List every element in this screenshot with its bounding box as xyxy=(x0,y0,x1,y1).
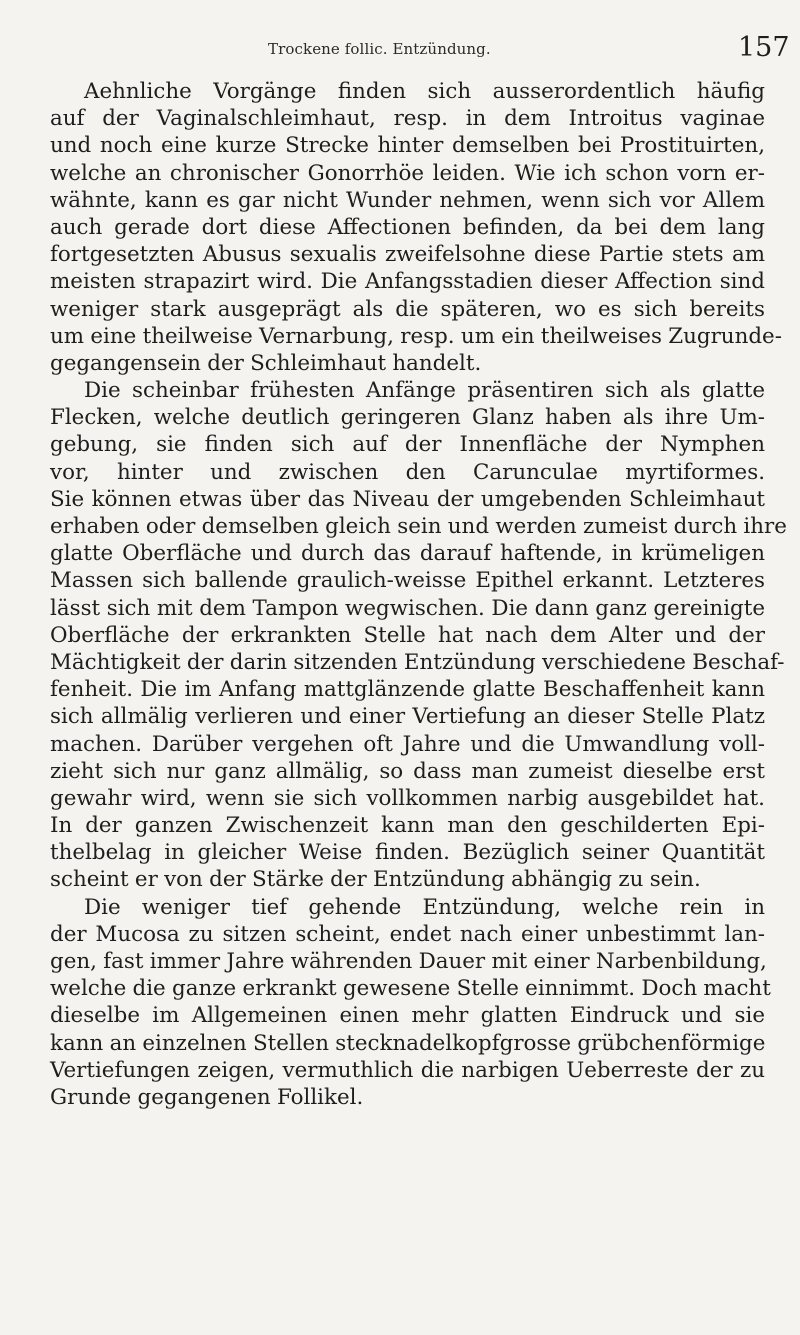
text-line: glatte Oberfläche und durch das darauf haftende, in krümeligen xyxy=(50,541,765,567)
text-line: Die weniger tief gehende Entzündung, welche rein in xyxy=(84,894,765,920)
text-line: Aehnliche Vorgänge finden sich ausserordentlich häufig xyxy=(84,79,765,104)
text-line: zieht sich nur ganz allmälig, so dass man zumeist dieselbe erst xyxy=(50,758,765,784)
text-line: In der ganzen Zwischenzeit kann man den geschilderten Epi- xyxy=(50,813,765,839)
text-line: Grunde gegangenen Follikel. xyxy=(50,1084,364,1110)
text-line: scheint er von der Stärke der Entzündung abhängig zu sein. xyxy=(50,867,701,893)
text-line: Mächtigkeit der darin sitzenden Entzündung verschiedene Beschaf- xyxy=(50,649,785,675)
text-line: um eine theilweise Vernarbung, resp. um ein theilweises Zugrunde- xyxy=(50,323,782,349)
text-line: gebung, sie finden sich auf der Innenfläche der Nymphen xyxy=(50,432,765,458)
text-line: welche die ganze erkrankt gewesene Stelle einnimmt. Doch macht xyxy=(50,976,771,1002)
text-line: der Mucosa zu sitzen scheint, endet nach einer unbestimmt lan- xyxy=(50,921,765,947)
text-line: Sie können etwas über das Niveau der umgebenden Schleimhaut xyxy=(50,486,765,512)
text-line: weniger stark ausgeprägt als die späteren, wo es sich bereits xyxy=(50,296,765,322)
text-line: gewahr wird, wenn sie sich vollkommen narbig ausgebildet hat. xyxy=(50,785,765,811)
text-line: wähnte, kann es gar nicht Wunder nehmen, wenn sich vor Allem xyxy=(50,187,765,213)
text-line: erhaben oder demselben gleich sein und werden zumeist durch ihre xyxy=(50,514,787,539)
text-line: auch gerade dort diese Affectionen befinden, da bei dem lang xyxy=(50,214,765,240)
body-text xyxy=(50,78,787,1111)
running-head: Trockene follic. Entzündung. xyxy=(268,40,491,58)
text-line: gegangensein der Schleimhaut handelt. xyxy=(50,350,482,376)
text-line: fenheit. Die im Anfang mattglänzende glatte Beschaffenheit kann xyxy=(50,677,765,703)
text-line: und noch eine kurze Strecke hinter demselben bei Prostituirten, xyxy=(50,133,765,159)
text-line: Flecken, welche deutlich geringeren Glanz haben als ihre Um- xyxy=(50,405,765,431)
text-line: kann an einzelnen Stellen stecknadelkopfgrosse grübchenförmige xyxy=(50,1030,766,1056)
text-line: Vertiefungen zeigen, vermuthlich die narbigen Ueberreste der zu xyxy=(50,1057,765,1083)
text-line: auf der Vaginalschleimhaut, resp. in dem Introitus vaginae xyxy=(50,106,765,132)
page-number: 157 xyxy=(738,32,790,63)
text-line: sich allmälig verlieren und einer Vertiefung an dieser Stelle Platz xyxy=(50,704,765,730)
text-line: fortgesetzten Abusus sexualis zweifelsohne diese Partie stets am xyxy=(50,242,765,268)
text-line: thelbelag in gleicher Weise finden. Bezüglich seiner Quantität xyxy=(50,840,765,866)
text-line: dieselbe im Allgemeinen einen mehr glatten Eindruck und sie xyxy=(50,1003,765,1029)
text-line: machen. Darüber vergehen oft Jahre und die Umwandlung voll- xyxy=(50,731,765,757)
text-line: Massen sich ballende graulich-weisse Epithel erkannt. Letzteres xyxy=(50,568,765,594)
text-line: vor, hinter und zwischen den Carunculae myrtiformes. xyxy=(50,459,765,485)
text-line: welche an chronischer Gonorrhöe leiden. Wie ich schon vorn er- xyxy=(50,160,765,186)
text-line: lässt sich mit dem Tampon wegwischen. Die dann ganz gereinigte xyxy=(50,595,765,621)
text-line: Oberfläche der erkrankten Stelle hat nach dem Alter und der xyxy=(50,622,765,648)
text-line: Die scheinbar frühesten Anfänge präsentiren sich als glatte xyxy=(84,378,765,404)
text-line: gen, fast immer Jahre währenden Dauer mit einer Narbenbildung, xyxy=(50,949,767,974)
text-line: meisten strapazirt wird. Die Anfangsstadien dieser Affection sind xyxy=(50,269,765,295)
